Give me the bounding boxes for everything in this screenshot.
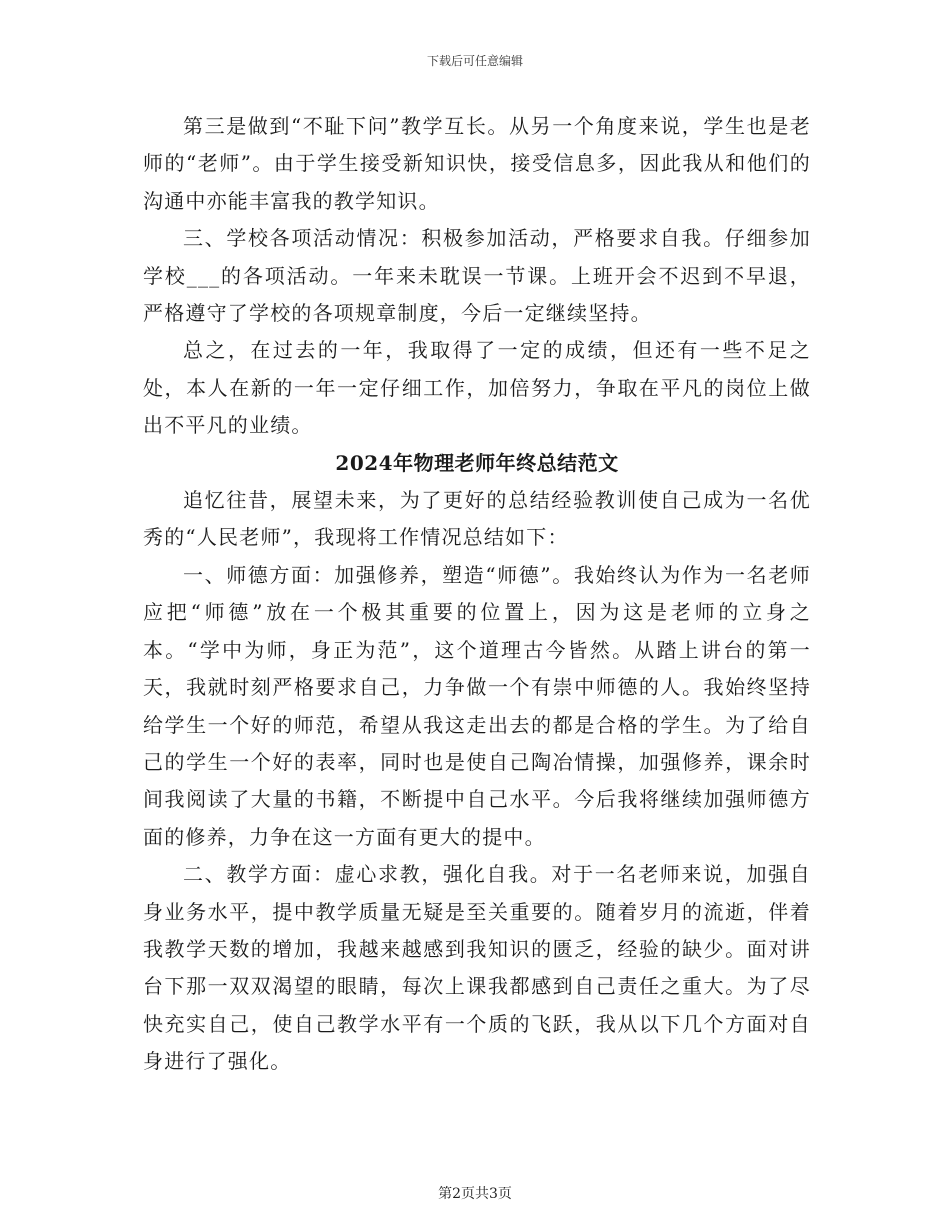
paragraph-conclusion: 总之，在过去的一年，我取得了一定的成绩，但还有一些不足之处，本人在新的一年一定仔细工作，加倍努力，争取在平凡的岗位上做出不平凡的业绩。 (143, 338, 811, 438)
paragraph-teacher-ethics: 一、师德方面：加强修养，塑造“师德”。我始终认为作为一名老师应把“师德”放在一个极其重要的位置上，因为这是老师的立身之本。“学中为师，身正为范”，这个道理古今皆然。从踏上讲台的第一天，我就时刻严格要求自己，力争做一个有崇中师德的人。我始终坚持给学生一个好的师范，希望从我这走出去的都是合格的学生。为了给自己的学生一个好的表率，同时也是使自己陶冶情操，加强修养，课余时间我阅读了大量的书籍，不断提中自己水平。今后我将继续加强师德方面的修养，力争在这一方面有更大的提中。 (143, 562, 811, 849)
paragraph-teaching: 二、教学方面：虚心求教，强化自我。对于一名老师来说，加强自身业务水平，提中教学质量无疑是至关重要的。随着岁月的流逝，伴着我教学天数的增加，我越来越感到我知识的匮乏，经验的缺少。面对讲台下那一双双渴望的眼睛，每次上课我都感到自己责任之重大。为了尽快充实自己，使自己教学水平有一个质的飞跃，我从以下几个方面对自身进行了强化。 (143, 862, 811, 1074)
section-title: 2024年物理老师年终总结范文 (335, 450, 619, 475)
page-number: 第2页共3页 (438, 1186, 512, 1202)
paragraph-school-activities: 三、学校各项活动情况：积极参加活动，严格要求自我。仔细参加学校___的各项活动。一年来未耽误一节课。上班开会不迟到不早退，严格遵守了学校的各项规章制度，今后一定继续坚持。 (143, 226, 811, 326)
document-body (143, 108, 811, 1081)
paragraph-learning-from-students: 第三是做到“不耻下问”教学互长。从另一个角度来说，学生也是老师的“老师”。由于学生接受新知识快，接受信息多，因此我从和他们的沟通中亦能丰富我的教学知识。 (143, 114, 811, 213)
paragraph-introduction: 追忆往昔，展望未来，为了更好的总结经验教训使自己成为一名优秀的“人民老师”，我现将工作情况总结如下： (143, 488, 811, 550)
page-header: 下载后可任意编辑 (426, 54, 523, 68)
